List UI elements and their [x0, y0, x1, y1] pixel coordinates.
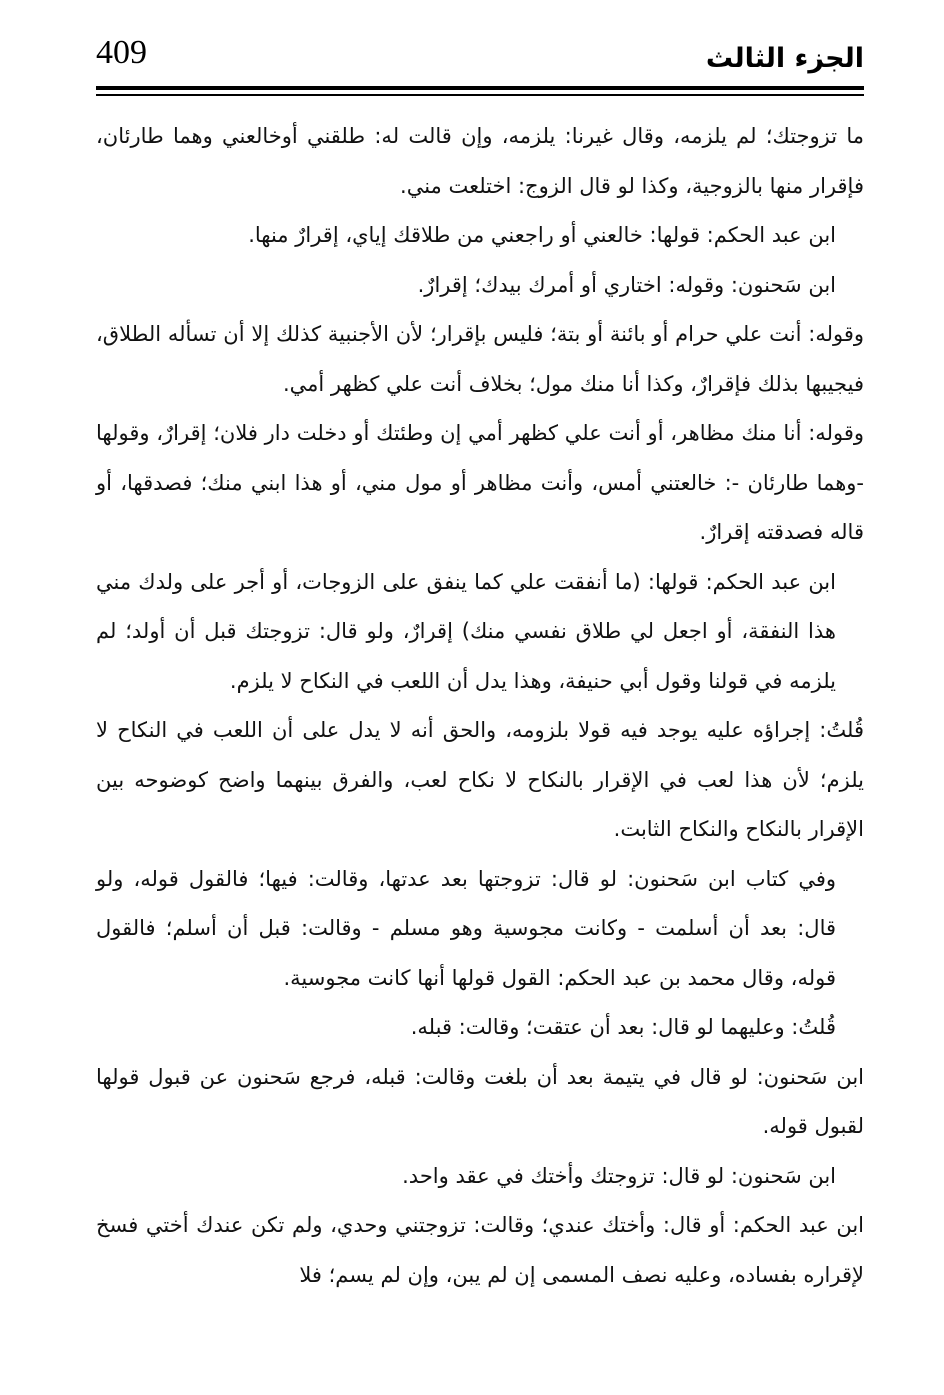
paragraph: وقوله: أنا منك مظاهر، أو أنت علي كظهر أمي إن وطئتك أو دخلت دار فلان؛ إقرارٌ، وقولها -وهما طارئان -: خالعتني أمس، وأنت مظاهر أو مول مني، أو هذا ابني منك؛ فصدقها، أو قاله فصدقته إقرارٌ.	[96, 421, 864, 544]
paragraph: ابن عبد الحكم: قولها: خالعني أو راجعني من طلاقك إياي، إقرارٌ منها.	[248, 223, 836, 247]
page-number: 409	[96, 34, 147, 71]
header-rule-thick	[96, 86, 864, 90]
page-header	[96, 32, 864, 92]
paragraph: ابن عبد الحكم: أو قال: وأختك عندي؛ وقالت: تزوجتني وحدي، ولم تكن عندك أختي فسخ لإقراره بفساده، وعليه نصف المسمى إن لم يبن، وإن لم يسم؛ فلا	[96, 1213, 864, 1287]
paragraph: ابن عبد الحكم: قولها: (ما أنفقت علي كما ينفق على الزوجات، أو أجر على ولدك مني هذا النفقة، أو اجعل لي طلاق نفسي منك) إقرارٌ، ولو قال: تزوجتك قبل أن أولد؛ لم يلزمه في قولنا وقول أبي حنيفة، وهذا يدل أن اللعب في النكاح لا يلزم.	[96, 569, 836, 693]
body-text	[96, 112, 864, 1300]
running-title: الجزء الثالث	[705, 43, 864, 74]
paragraph: ابن سَحنون: لو قال في يتيمة بعد أن بلغت وقالت: قبله، فرجع سَحنون عن قبول قولها لقبول قوله.	[96, 1064, 864, 1138]
paragraph: قُلتُ: وعليهما لو قال: بعد أن عتقت؛ وقالت: قبله.	[410, 1015, 836, 1039]
header-rule-thin	[96, 94, 864, 96]
paragraph: وفي كتاب ابن سَحنون: لو قال: تزوجتها بعد عدتها، وقالت: فيها؛ فالقول قوله، ولو قال: بعد أن أسلمت - وكانت مجوسية وهو مسلم - وقالت: قبل أن أسلم؛ فالقول قوله، وقال محمد بن عبد الحكم: القول قولها أنها كانت مجوسية.	[96, 866, 836, 990]
paragraph: ما تزوجتك؛ لم يلزمه، وقال غيرنا: يلزمه، وإن قالت له: طلقني أوخالعني وهما طارئان، فإقرار منها بالزوجية، وكذا لو قال الزوج: اختلعت مني.	[96, 124, 864, 198]
paragraph: وقوله: أنت علي حرام أو بائنة أو بتة؛ فليس بإقرار؛ لأن الأجنبية كذلك إلا أن تسأله الطلاق، فيجيبها بذلك فإقرارٌ، وكذا أنا منك مول؛ بخلاف أنت علي كظهر أمي.	[96, 322, 864, 396]
paragraph: ابن سَحنون: وقوله: اختاري أو أمرك بيدك؛ إقرارٌ.	[417, 272, 836, 297]
paragraph: ابن سَحنون: لو قال: تزوجتك وأختك في عقد واحد.	[402, 1163, 836, 1188]
paragraph: قُلتُ: إجراؤه عليه يوجد فيه قولا بلزومه، والحق أنه لا يدل على أن اللعب في النكاح لا يلزم؛ لأن هذا لعب في الإقرار بالنكاح لا نكاح لعب، والفرق بينهما واضح كوضوحه بين الإقرار بالنكاح والنكاح الثابت.	[96, 718, 864, 841]
